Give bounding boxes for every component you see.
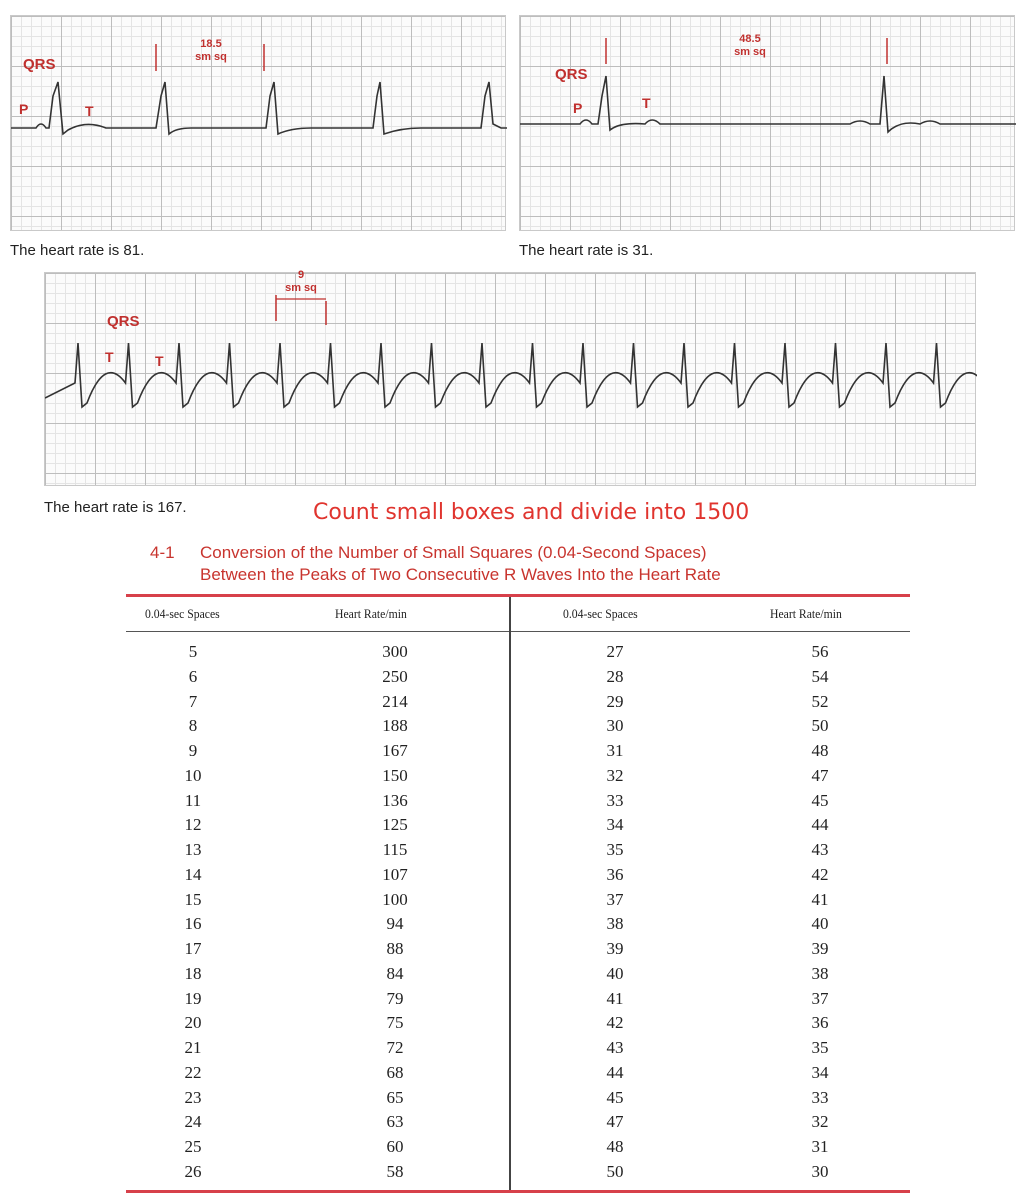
table-cell: 35 — [606, 840, 624, 859]
table-cell: 63 — [386, 1112, 404, 1132]
t-wave-label: T — [642, 95, 651, 111]
table-title-line2: Between the Peaks of Two Consecutive R Waves Into the Heart Rate — [200, 565, 721, 584]
table-cell: 48 — [606, 1137, 624, 1156]
table-cell: 47 — [811, 765, 829, 785]
table-cell: 13 — [184, 840, 202, 859]
table-cell: 214 — [382, 691, 408, 711]
table-cell: 167 — [382, 741, 408, 760]
column-rate-left — [355, 640, 435, 1185]
table-cell: 33 — [811, 1087, 829, 1107]
table-cell: 44 — [811, 815, 829, 835]
table-cell: 107 — [382, 864, 408, 884]
table-cell: 29 — [606, 691, 624, 711]
table-cell: 11 — [184, 790, 202, 810]
table-cell: 45 — [811, 790, 829, 810]
table-cell: 38 — [811, 963, 829, 983]
table-cell: 31 — [606, 741, 624, 760]
table-cell: 115 — [382, 840, 408, 859]
qrs-label: QRS — [555, 66, 588, 83]
table-cell: 41 — [606, 988, 624, 1008]
table-cell: 26 — [184, 1161, 202, 1181]
header-rate-right: Heart Rate/min — [770, 606, 842, 621]
header-spaces-right: 0.04-sec Spaces — [563, 606, 638, 621]
column-rate-right — [780, 640, 860, 1185]
ecg-trace-1 — [11, 16, 507, 232]
table-cell: 36 — [811, 1013, 829, 1033]
column-spaces-left — [153, 640, 233, 1185]
table-cell: 44 — [606, 1062, 624, 1082]
table-cell: 41 — [811, 889, 829, 909]
table-cell: 150 — [382, 765, 408, 785]
table-cell: 20 — [184, 1013, 202, 1033]
table-cell: 36 — [606, 864, 624, 884]
table-cell: 84 — [386, 963, 404, 983]
table-cell: 43 — [811, 840, 829, 859]
table-cell: 94 — [386, 914, 404, 934]
table-cell: 8 — [188, 716, 198, 736]
p-wave-label: P — [19, 101, 29, 117]
ecg-strip-2 — [519, 15, 1015, 231]
table-cell: 15 — [184, 889, 202, 909]
table-cell: 16 — [184, 914, 202, 934]
table-cell: 30 — [811, 1161, 829, 1181]
table-cell: 58 — [386, 1161, 404, 1181]
table-cell: 250 — [382, 666, 408, 686]
strip-3-caption: The heart rate is 167. — [44, 499, 187, 516]
table-cell: 39 — [811, 939, 829, 958]
qrs-label: QRS — [107, 313, 140, 330]
table-cell: 31 — [811, 1137, 829, 1156]
table-cell: 39 — [606, 939, 624, 958]
table-cell: 60 — [386, 1137, 404, 1156]
table-cell: 56 — [811, 642, 829, 661]
table-cell: 188 — [382, 716, 408, 736]
ecg-strip-1 — [10, 15, 506, 231]
t-wave-label: T — [155, 353, 164, 369]
table-cell: 30 — [606, 716, 624, 736]
table-cell: 34 — [811, 1062, 829, 1082]
instruction-note: Count small boxes and divide into 1500 — [313, 500, 750, 525]
qrs-label: QRS — [23, 56, 56, 73]
table-cell: 45 — [606, 1087, 624, 1107]
strip-1-caption: The heart rate is 81. — [10, 242, 145, 259]
table-number: 4-1 — [150, 543, 175, 562]
header-rule — [126, 631, 910, 632]
table-cell: 68 — [386, 1062, 404, 1082]
table-cell: 12 — [184, 815, 202, 835]
table-cell: 136 — [382, 790, 408, 810]
table-cell: 21 — [184, 1038, 202, 1057]
table-bottom-rule — [126, 1190, 910, 1193]
table-cell: 43 — [606, 1038, 624, 1057]
table-cell: 37 — [606, 889, 624, 909]
interval-label: 48.5 sm sq — [734, 33, 766, 58]
ecg-waveform — [45, 343, 977, 407]
column-spaces-right — [575, 640, 655, 1185]
table-cell: 47 — [606, 1112, 624, 1132]
table-cell: 35 — [811, 1038, 829, 1057]
table-cell: 50 — [811, 716, 829, 736]
table-cell: 33 — [606, 790, 624, 810]
column-divider — [509, 597, 511, 1190]
table-title-line1: Conversion of the Number of Small Squares (0.04-Second Spaces) — [200, 543, 707, 562]
table-cell: 10 — [184, 765, 202, 785]
table-cell: 32 — [811, 1112, 829, 1132]
header-spaces-left: 0.04-sec Spaces — [145, 606, 220, 621]
strip-2-caption: The heart rate is 31. — [519, 242, 654, 259]
table-cell: 50 — [606, 1161, 624, 1181]
table-cell: 65 — [386, 1087, 404, 1107]
table-cell: 23 — [184, 1087, 202, 1107]
table-cell: 40 — [606, 963, 624, 983]
table-cell: 88 — [386, 939, 404, 958]
table-cell: 19 — [184, 988, 202, 1008]
interval-label: 18.5 sm sq — [195, 38, 227, 63]
table-cell: 48 — [811, 741, 829, 760]
table-cell: 24 — [184, 1112, 202, 1132]
table-cell: 14 — [184, 864, 202, 884]
table-cell: 28 — [606, 666, 624, 686]
table-cell: 72 — [386, 1038, 404, 1057]
header-rate-left: Heart Rate/min — [335, 606, 407, 621]
table-cell: 6 — [188, 666, 198, 686]
table-cell: 52 — [811, 691, 829, 711]
table-cell: 79 — [386, 988, 404, 1008]
t-wave-label: T — [105, 349, 114, 365]
table-title — [150, 542, 721, 586]
p-wave-label: P — [573, 100, 583, 116]
table-cell: 9 — [188, 741, 198, 760]
table-cell: 54 — [811, 666, 829, 686]
table-cell: 42 — [606, 1013, 624, 1033]
table-cell: 38 — [606, 914, 624, 934]
table-cell: 100 — [382, 889, 408, 909]
table-cell: 125 — [382, 815, 408, 835]
ecg-trace-3 — [45, 273, 977, 487]
table-cell: 75 — [386, 1013, 404, 1033]
table-cell: 34 — [606, 815, 624, 835]
ecg-strip-3 — [44, 269, 976, 486]
table-cell: 7 — [188, 691, 198, 711]
table-cell: 32 — [606, 765, 624, 785]
table-cell: 27 — [606, 642, 624, 661]
table-cell: 37 — [811, 988, 829, 1008]
table-cell: 17 — [184, 939, 202, 958]
table-cell: 42 — [811, 864, 829, 884]
interval-label: 9 sm sq — [285, 269, 317, 294]
table-cell: 18 — [184, 963, 202, 983]
table-cell: 25 — [184, 1137, 202, 1156]
table-cell: 5 — [188, 642, 198, 661]
table-cell: 300 — [382, 642, 408, 661]
table-cell: 22 — [184, 1062, 202, 1082]
table-cell: 40 — [811, 914, 829, 934]
t-wave-label: T — [85, 103, 94, 119]
